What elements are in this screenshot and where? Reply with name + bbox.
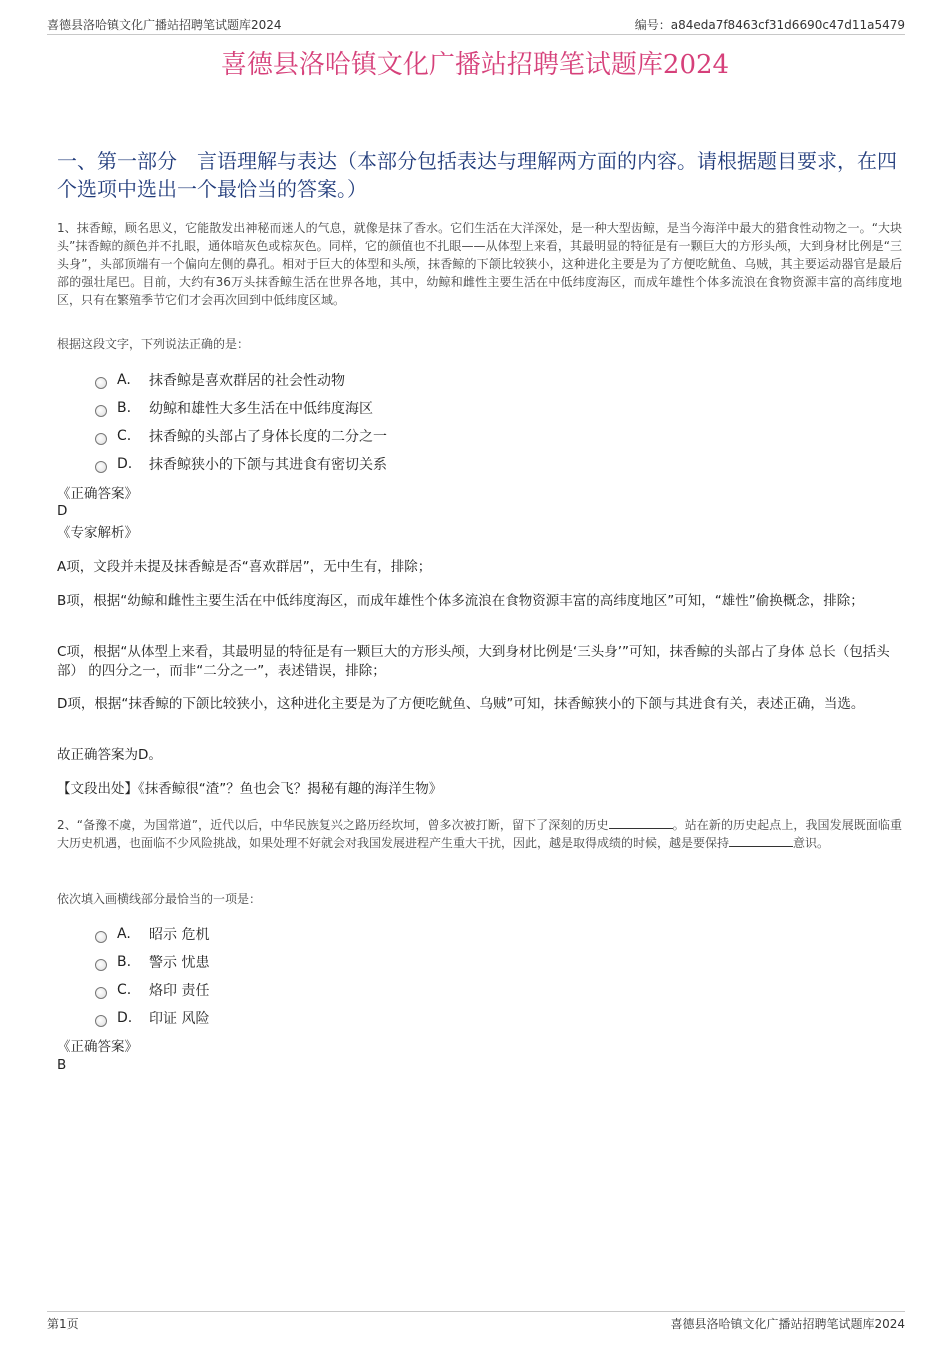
q2-passage-part1: 2、“备豫不虞，为国常道”，近代以后，中华民族复兴之路历经坎坷，曾多次被打断，留下了深刻的历史: [57, 818, 609, 832]
q1-source: 【文段出处】《抹香鲸很“渣”？鱼也会飞？揭秘有趣的海洋生物》: [57, 781, 443, 797]
analysis-d: D项，根据“抹香鲸的下颌比较狭小，这种进化主要是为了方便吃鱿鱼、乌贼”可知，抹香鲸狭小的下颌与其进食有关，表述正确，当选。: [57, 696, 865, 712]
q1-passage: 1、抹香鲸，顾名思义，它能散发出神秘而迷人的气息，就像是抹了香水。它们生活在大洋深处，是一种大型齿鲸，是当今海洋中最大的猎食性动物之一。“大块头”抹香鲸的颜色并不扎眼，通体暗灰色或棕灰色。同样，它的颜值也不扎眼——从体型上来看，其最明显的特征是有一颗巨大的方形头颅，大到身材比例是“三头身”，头部顶端有一个偏向左侧的鼻孔。相对于巨大的体型和头颅，抹香鲸的下颌比较狭小，这种进化主要是为了方便吃鱿鱼、乌贼，其主要运动器官是最后部的强壮尾巴。目前，大约有36万头抹香鲸生活在世界各地，其中，幼鲸和雌性主要生活在中低纬度海区，而成年雄性个体多流浪在食物资源丰富的高纬度地区，只有在繁殖季节它们才会再次回到中低纬度区域。: [57, 221, 902, 307]
q2-answer: B: [57, 1057, 67, 1073]
radio-icon[interactable]: [95, 377, 107, 389]
section-heading: 一、第一部分 言语理解与表达（本部分包括表达与理解两方面的内容。请根据题目要求，在四个选项中选出一个最恰当的答案。）: [57, 149, 897, 201]
option-letter: A.: [117, 926, 131, 942]
radio-icon[interactable]: [95, 931, 107, 943]
q1-option-b[interactable]: [95, 394, 387, 422]
radio-icon[interactable]: [95, 987, 107, 999]
q2-options: [95, 920, 209, 1032]
serial-number: a84eda7f8463cf31d6690c47d11a5479: [670, 18, 905, 32]
q2-option-a[interactable]: [95, 920, 209, 948]
header-doc-title: 喜德县洛哈镇文化广播站招聘笔试题库2024: [47, 18, 282, 32]
q1-answer-label: 《正确答案》: [57, 486, 138, 502]
option-text: 抹香鲸狭小的下颌与其进食有密切关系: [149, 457, 387, 473]
q2-option-b[interactable]: [95, 948, 209, 976]
q2-option-c[interactable]: [95, 976, 209, 1004]
q1-prompt: 根据这段文字，下列说法正确的是：: [57, 337, 250, 351]
option-letter: A.: [117, 372, 131, 388]
option-text: 昭示 危机: [149, 927, 210, 943]
fill-blank-1: [609, 816, 673, 829]
analysis-b: B项，根据“幼鲸和雌性主要生活在中低纬度海区，而成年雄性个体多流浪在食物资源丰富的高纬度地区”可知，“雄性”偷换概念，排除；: [57, 593, 864, 609]
footer-page-number: 第1页: [47, 1317, 79, 1331]
option-letter: C.: [117, 982, 132, 998]
option-letter: D.: [117, 456, 133, 472]
fill-blank-2: [729, 834, 793, 847]
q2-passage: [57, 816, 902, 852]
q2-answer-label: 《正确答案》: [57, 1039, 138, 1055]
analysis-c: C项，根据“从体型上来看，其最明显的特征是有一颗巨大的方形头颅，大到身材比例是‘三头身’”可知，抹香鲸的头部占了身体 总长（包括头部） 的四分之一，而非“二分之一”，表述错误，排除；: [57, 644, 890, 679]
serial-label: 编号：: [634, 18, 671, 32]
analysis-a: A项，文段并未提及抹香鲸是否“喜欢群居”，无中生有，排除；: [57, 559, 432, 575]
q1-answer: D: [57, 503, 68, 519]
header-serial: [635, 16, 905, 33]
radio-icon[interactable]: [95, 405, 107, 417]
option-text: 烙印 责任: [149, 983, 210, 999]
q2-prompt: 依次填入画横线部分最恰当的一项是：: [57, 892, 262, 906]
q2-option-d[interactable]: [95, 1004, 209, 1032]
q1-option-a[interactable]: [95, 366, 387, 394]
q1-options: [95, 366, 387, 478]
radio-icon[interactable]: [95, 1015, 107, 1027]
option-text: 幼鲸和雄性大多生活在中低纬度海区: [149, 401, 373, 417]
radio-icon[interactable]: [95, 959, 107, 971]
option-letter: D.: [117, 1010, 133, 1026]
option-letter: B.: [117, 400, 132, 416]
option-text: 抹香鲸的头部占了身体长度的二分之一: [149, 429, 387, 445]
q2-passage-part2: 。站在新的历史起点上，我国发展既面临重大历史机遇，也面临不少风险挑战，如果处理不好就会对我国发展进程产生重大干扰，因此，越是取得成绩的时候，越是要保持: [57, 818, 902, 850]
option-letter: B.: [117, 954, 132, 970]
page-header: [47, 14, 905, 35]
footer-doc-title: 喜德县洛哈镇文化广播站招聘笔试题库2024: [670, 1317, 905, 1331]
option-text: 抹香鲸是喜欢群居的社会性动物: [149, 373, 345, 389]
option-text: 警示 忧患: [149, 955, 210, 971]
q1-option-d[interactable]: [95, 450, 387, 478]
q1-option-c[interactable]: [95, 422, 387, 450]
q2-passage-part3: 意识。: [793, 836, 830, 850]
q1-analysis-label: 《专家解析》: [57, 525, 138, 541]
page-footer: [47, 1311, 905, 1332]
radio-icon[interactable]: [95, 433, 107, 445]
analysis-conclusion: 故正确答案为D。: [57, 747, 162, 763]
option-text: 印证 风险: [149, 1011, 210, 1027]
page-title: 喜德县洛哈镇文化广播站招聘笔试题库2024: [220, 50, 730, 80]
radio-icon[interactable]: [95, 461, 107, 473]
option-letter: C.: [117, 428, 132, 444]
